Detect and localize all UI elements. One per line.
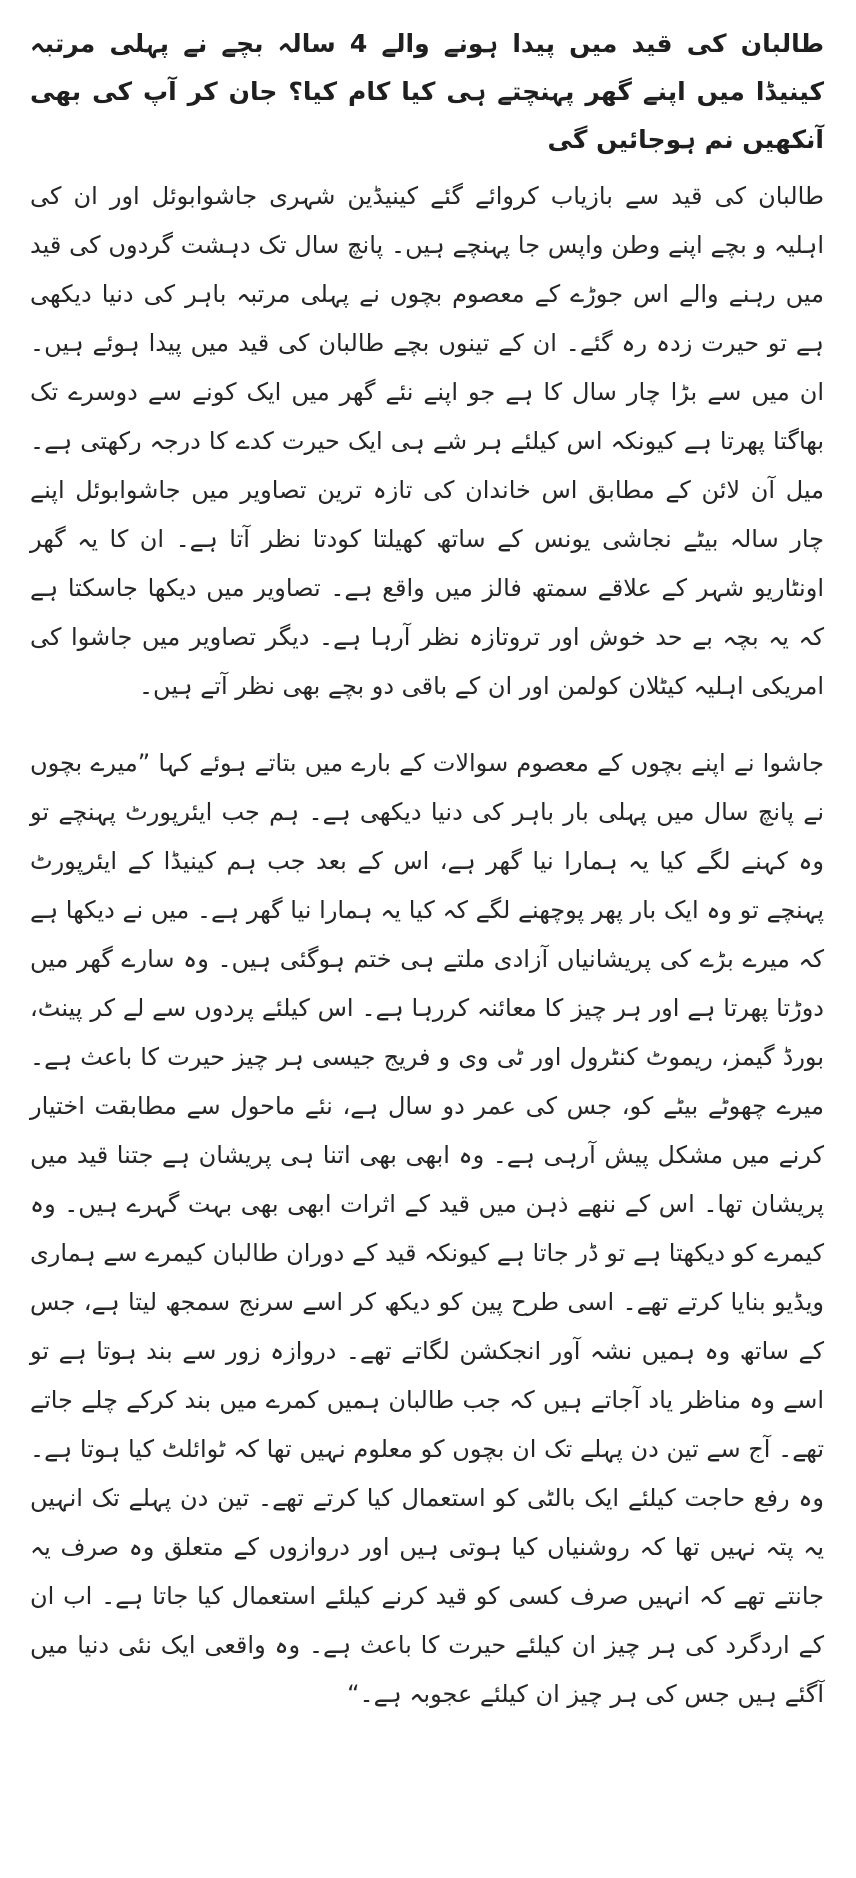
article <box>30 20 824 1747</box>
article-paragraph-1: طالبان کی قید سے بازیاب کروائے گئے کینیڈین شہری جاشوابوئل اور ان کی اہلیہ و بچے اپنے وطن واپس جا پہنچے ہیں۔ پانچ سال تک دہشت گردوں کی قید میں رہنے والے اس جوڑے کے معصوم بچوں نے پہلی مرتبہ باہر کی دنیا دیکھی ہے تو حیرت زدہ رہ گئے۔ ان کے تینوں بچے طالبان کی قید میں پیدا ہوئے ہیں۔ ان میں سے بڑا چار سال کا ہے جو اپنے نئے گھر میں ایک کونے سے دوسرے تک بھاگتا پھرتا ہے کیونکہ اس کیلئے ہر شے ہی ایک حیرت کدے کا درجہ رکھتی ہے۔ میل آن لائن کے مطابق اس خاندان کی تازہ ترین تصاویر میں جاشوابوئل اپنے چار سالہ بیٹے نجاشی یونس کے ساتھ کھیلتا کودتا نظر آتا ہے۔ ان کا یہ گھر اونٹاریو شہر کے علاقے سمتھ فالز میں واقع ہے۔ تصاویر میں دیکھا جاسکتا ہے کہ یہ بچہ بے حد خوش اور تروتازہ نظر آرہا ہے۔ دیگر تصاویر میں جاشوا کی امریکی اہلیہ کیٹلان کولمن اور ان کے باقی دو بچے بھی نظر آتے ہیں۔ <box>30 182 824 700</box>
article-paragraph-2: جاشوا نے اپنے بچوں کے معصوم سوالات کے بارے میں بتاتے ہوئے کہا ”میرے بچوں نے پانچ سال میں پہلی بار باہر کی دنیا دیکھی ہے۔ ہم جب ایئرپورٹ پہنچے تو وہ کہنے لگے کیا یہ ہمارا نیا گھر ہے، اس کے بعد جب ہم کینیڈا کے ایئرپورٹ پہنچے تو وہ ایک بار پھر پوچھنے لگے کہ کیا یہ ہمارا نیا گھر ہے۔ میں نے دیکھا ہے کہ میرے بڑے کی پریشانیاں آزادی ملتے ہی ختم ہوگئی ہیں۔ وہ سارے گھر میں دوڑتا پھرتا ہے اور ہر چیز کا معائنہ کررہا ہے۔ اس کیلئے پردوں سے لے کر پینٹ، بورڈ گیمز، ریموٹ کنٹرول اور ٹی وی و فریج جیسی ہر چیز حیرت کا باعث ہے۔ میرے چھوٹے بیٹے کو، جس کی عمر دو سال ہے، نئے ماحول سے مطابقت اختیار کرنے میں مشکل پیش آرہی ہے۔ وہ ابھی بھی اتنا ہی پریشان ہے جتنا قید میں پریشان تھا۔ اس کے ننھے ذہن میں قید کے اثرات ابھی بھی بہت گہرے ہیں۔ وہ کیمرے کو دیکھتا ہے تو ڈر جاتا ہے کیونکہ قید کے دوران طالبان کیمرے سے ہماری ویڈیو بنایا کرتے تھے۔ اسی طرح پین کو دیکھ کر اسے سرنج سمجھ لیتا ہے، جس کے ساتھ وہ ہمیں نشہ آور انجکشن لگاتے تھے۔ دروازہ زور سے بند ہوتا ہے تو اسے وہ مناظر یاد آجاتے ہیں کہ جب طالبان ہمیں کمرے میں بند کرکے چلے جاتے تھے۔ آج سے تین دن پہلے تک ان بچوں کو معلوم نہیں تھا کہ ٹوائلٹ کیا ہوتا ہے۔ وہ رفع حاجت کیلئے ایک بالٹی کو استعمال کیا کرتے تھے۔ تین دن پہلے تک انہیں یہ پتہ نہیں تھا کہ روشنیاں کیا ہوتی ہیں اور دروازوں کے متعلق وہ صرف یہ جانتے تھے کہ انہیں صرف کسی کو قید کرنے کیلئے استعمال کیا جاتا ہے۔ اب ان کے اردگرد کی ہر چیز ان کیلئے حیرت کا باعث ہے۔ وہ واقعی ایک نئی دنیا میں آگئے ہیں جس کی ہر چیز ان کیلئے عجوبہ ہے۔“ <box>30 749 824 1708</box>
article-title: طالبان کی قید میں پیدا ہونے والے 4 سالہ بچے نے پہلی مرتبہ کینیڈا میں اپنے گھر پہنچتے ہی کیا کام کیا؟ جان کر آپ کی بھی آنکھیں نم ہوجائیں گی <box>30 29 825 154</box>
